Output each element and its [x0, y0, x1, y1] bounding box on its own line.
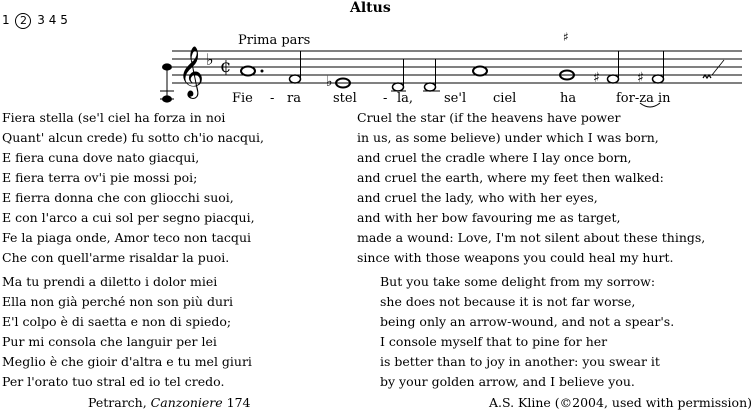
- source-number: 174: [222, 395, 251, 410]
- source-attribution: [88, 395, 251, 410]
- poem-line: Cruel the star (if the heavens have power: [357, 110, 621, 125]
- svg-text:♭: ♭: [326, 74, 333, 90]
- nav-part-4[interactable]: 4: [48, 13, 57, 27]
- poem-line: and with her bow favouring me as target,: [357, 210, 621, 225]
- poem-line: Fe la piaga onde, Amor teco non tacqui: [2, 230, 251, 245]
- cut-time-icon: ¢: [220, 56, 232, 77]
- source-work: Canzoniere: [150, 395, 223, 410]
- poem-line: E fiera cuna dove nato giacqui,: [2, 150, 200, 165]
- lyric-syllable: ha: [560, 91, 577, 106]
- poem-line: E fiera terra ov'i pie mossi poi;: [2, 170, 198, 185]
- nav-part-2-current[interactable]: 2: [15, 13, 31, 29]
- lyric-syllable: ra: [287, 91, 301, 106]
- poem-line: Per l'orato tuo stral ed io tel credo.: [2, 374, 225, 389]
- page-title: Altus: [350, 0, 391, 16]
- poem-line: and cruel the lady, who with her eyes,: [357, 190, 598, 205]
- poem-line: Pur mi consola che languir per lei: [2, 334, 217, 349]
- italian-stanza-2: [2, 272, 252, 392]
- poem-line: is better than to joy in another: you swear it: [380, 354, 660, 369]
- ficta-accidental: ♯: [563, 30, 569, 44]
- poem-line: But you take some delight from my sorrow:: [380, 274, 656, 289]
- treble-clef-icon: 𝄞: [178, 46, 205, 97]
- poem-line: Ma tu prendi a diletto i dolor miei: [2, 274, 218, 289]
- poem-line: I console myself that to pine for her: [380, 334, 608, 349]
- poem-line: being only an arrow-wound, and not a spear's.: [380, 314, 675, 329]
- poem-line: and cruel the earth, where my feet then walked:: [357, 170, 664, 185]
- tempo-marking: Prima pars: [238, 33, 311, 48]
- svg-text:♯: ♯: [637, 70, 644, 86]
- poem-line: E'l colpo è di saetta e non di spiedo;: [2, 314, 232, 329]
- poem-line: Meglio è che gioir d'altra e tu mel giuri: [2, 354, 252, 369]
- lyric-hyphen: -: [383, 91, 388, 106]
- italian-stanza-1: [2, 108, 264, 268]
- poem-line: Quant' alcun crede) fu sotto ch'io nacqui,: [2, 130, 265, 145]
- source-author: Petrarch,: [88, 395, 151, 410]
- lyric-syllable: la,: [397, 91, 414, 106]
- poem-line: she does not because it is not far worse,: [380, 294, 636, 309]
- svg-text:♯: ♯: [593, 70, 600, 86]
- lyric-syllable: se'l: [444, 91, 467, 106]
- poem-line: E con l'arco a cui sol per segno piacqui,: [2, 210, 255, 225]
- poem-line: in us, as some believe) under which I was born,: [357, 130, 659, 145]
- poem-line: E fierra donna che con gliocchi suoi,: [2, 190, 234, 205]
- nav-part-5[interactable]: 5: [60, 13, 68, 27]
- ambitus-marker: [160, 63, 174, 102]
- lyric-syllable: stel: [333, 91, 357, 106]
- nav-part-1[interactable]: 1: [2, 13, 10, 27]
- lyric-syllable: Fie: [232, 91, 253, 106]
- nav-part-3[interactable]: 3: [37, 13, 45, 27]
- poem-line: Che con quell'arme risaldar la puoi.: [2, 250, 230, 265]
- poem-line: since with those weapons you could heal my hurt.: [357, 250, 674, 265]
- lyric-hyphen: -: [270, 91, 275, 106]
- poem-line: Ella non già perché non son più duri: [2, 294, 233, 309]
- translation-credit: A.S. Kline (©2004, used with permission): [488, 395, 752, 410]
- lyric-syllable: ciel: [493, 91, 517, 106]
- notes: [241, 51, 724, 91]
- poem-line: by your golden arrow, and I believe you.: [380, 374, 635, 389]
- poem-line: made a wound: Love, I'm not silent about these things,: [357, 230, 706, 245]
- poem-line: Fiera stella (se'l ciel ha forza in noi: [2, 110, 226, 125]
- poem-line: and cruel the cradle where I lay once born,: [357, 150, 632, 165]
- english-stanza-2: [380, 272, 674, 392]
- lyric-syllable: for-za in: [616, 91, 671, 106]
- flat-key-signature-icon: ♭: [206, 50, 214, 69]
- english-stanza-1: [357, 108, 705, 268]
